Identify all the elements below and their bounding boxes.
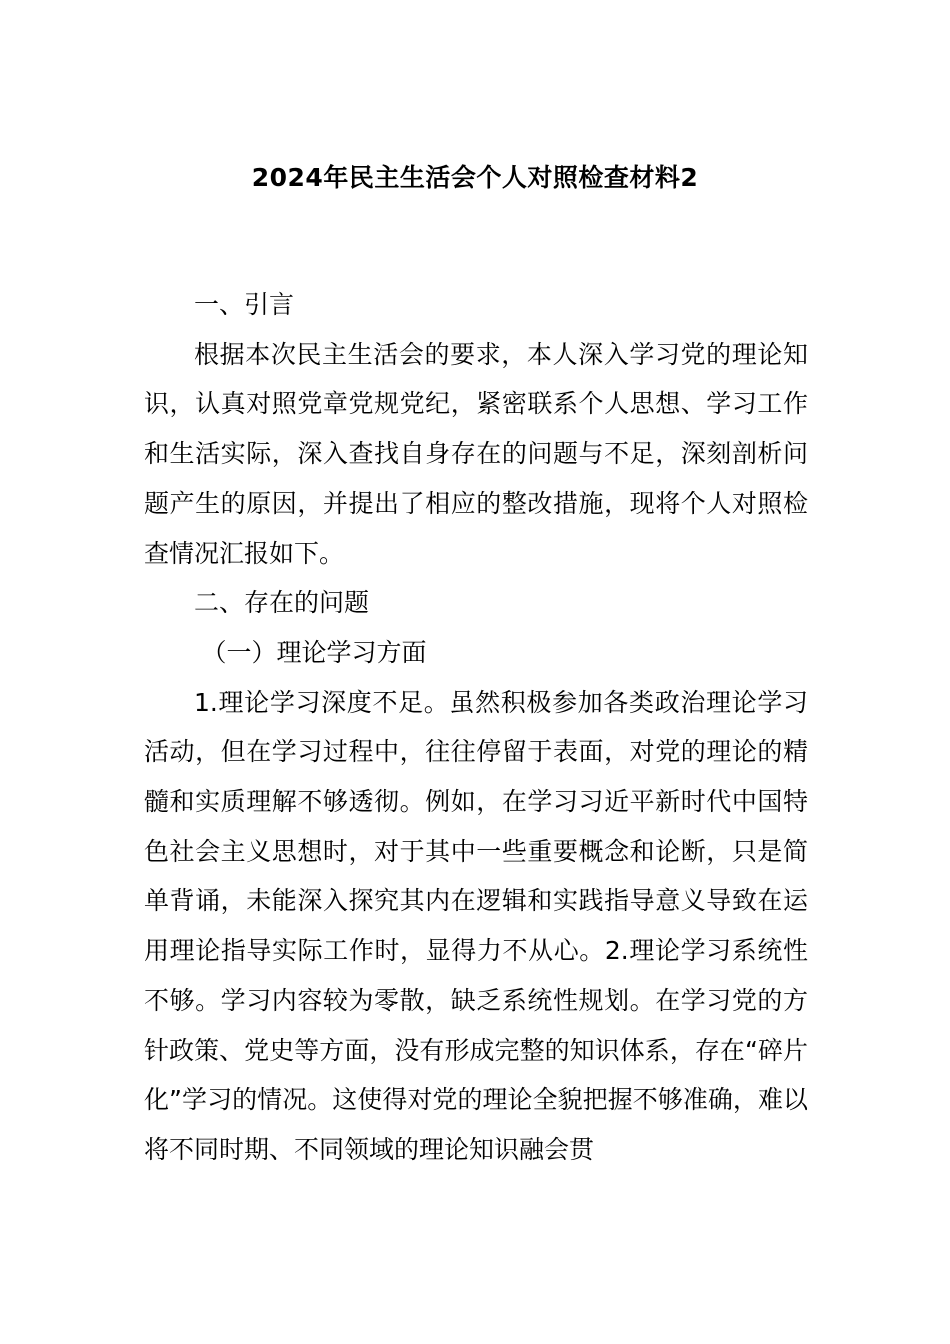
section-heading-introduction: 一、引言 xyxy=(194,290,295,319)
paragraph-introduction: 根据本次民主生活会的要求，本人深入学习党的理论知识，认真对照党章党规党纪，紧密联系个人思想、学习工作和生活实际，深入查找自身存在的问题与不足，深刻剖析问题产生的原因，并提出了相应的整改措施，现将个人对照检查情况汇报如下。 xyxy=(144,339,808,568)
document-body xyxy=(144,280,808,1175)
document-title: 2024年民主生活会个人对照检查材料2 xyxy=(251,163,699,192)
paragraph-theory-study: 1.理论学习深度不足。虽然积极参加各类政治理论学习活动，但在学习过程中，往往停留于表面，对党的理论的精髓和实质理解不够透彻。例如，在学习习近平新时代中国特色社会主义思想时，对于其中一些重要概念和论断，只是简单背诵，未能深入探究其内在逻辑和实践指导意义导致在运用理论指导实际工作时，显得力不从心。2.理论学习系统性不够。学习内容较为零散，缺乏系统性规划。在学习党的方针政策、党史等方面，没有形成完整的知识体系，存在“碎片化”学习的情况。这使得对党的理论全貌把握不够准确，难以将不同时期、不同领域的理论知识融会贯 xyxy=(144,687,808,1164)
subsection-heading-theory-study: （一）理论学习方面 xyxy=(201,637,427,667)
section-heading-problems: 二、存在的问题 xyxy=(194,588,370,618)
